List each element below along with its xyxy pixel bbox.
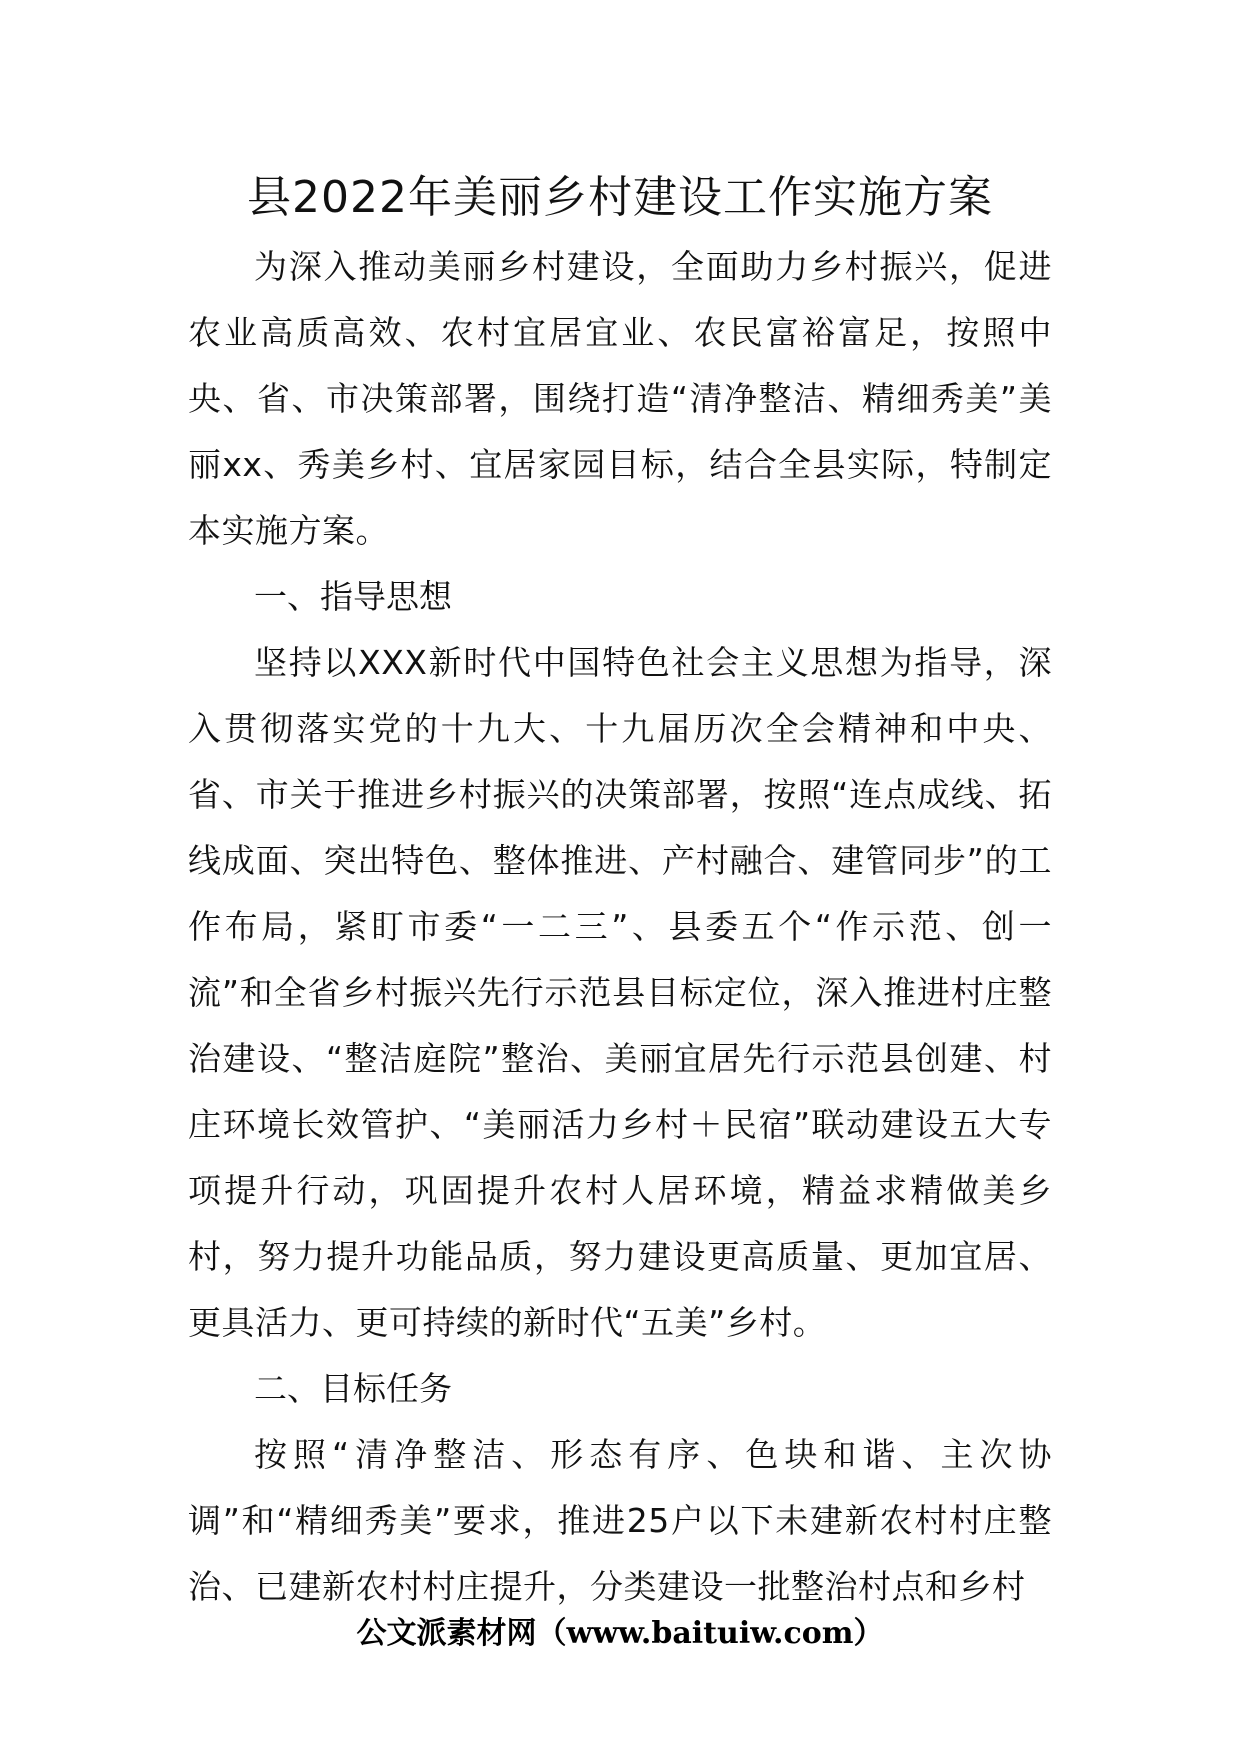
goals-tasks-paragraph: 按照“清净整洁、形态有序、色块和谐、主次协调”和“精细秀美”要求，推进25户以下未建新农村村庄整治、已建新农村村庄提升，分类建设一批整治村点和乡村 [188, 1435, 1052, 1606]
section-heading-guiding-ideology: 一、指导思想 [254, 577, 452, 616]
section-heading-goals-tasks: 二、目标任务 [254, 1369, 452, 1408]
footer-watermark: 公文派素材网（www.baituiw.com） [356, 1616, 884, 1651]
document-title: 县2022年美丽乡村建设工作实施方案 [247, 172, 993, 223]
document-body [188, 234, 1052, 1620]
intro-paragraph: 为深入推动美丽乡村建设，全面助力乡村振兴，促进农业高质高效、农村宜居宜业、农民富裕富足，按照中央、省、市决策部署，围绕打造“清净整洁、精细秀美”美丽xx、秀美乡村、宜居家园目标，结合全县实际，特制定本实施方案。 [188, 247, 1052, 550]
guiding-ideology-paragraph: 坚持以XXX新时代中国特色社会主义思想为指导，深入贯彻落实党的十九大、十九届历次全会精神和中央、省、市关于推进乡村振兴的决策部署，按照“连点成线、拓线成面、突出特色、整体推进、产村融合、建管同步”的工作布局，紧盯市委“一二三”、县委五个“作示范、创一流”和全省乡村振兴先行示范县目标定位，深入推进村庄整治建设、“整洁庭院”整治、美丽宜居先行示范县创建、村庄环境长效管护、“美丽活力乡村＋民宿”联动建设五大专项提升行动，巩固提升农村人居环境，精益求精做美乡村，努力提升功能品质，努力建设更高质量、更加宜居、更具活力、更可持续的新时代“五美”乡村。 [188, 643, 1052, 1342]
